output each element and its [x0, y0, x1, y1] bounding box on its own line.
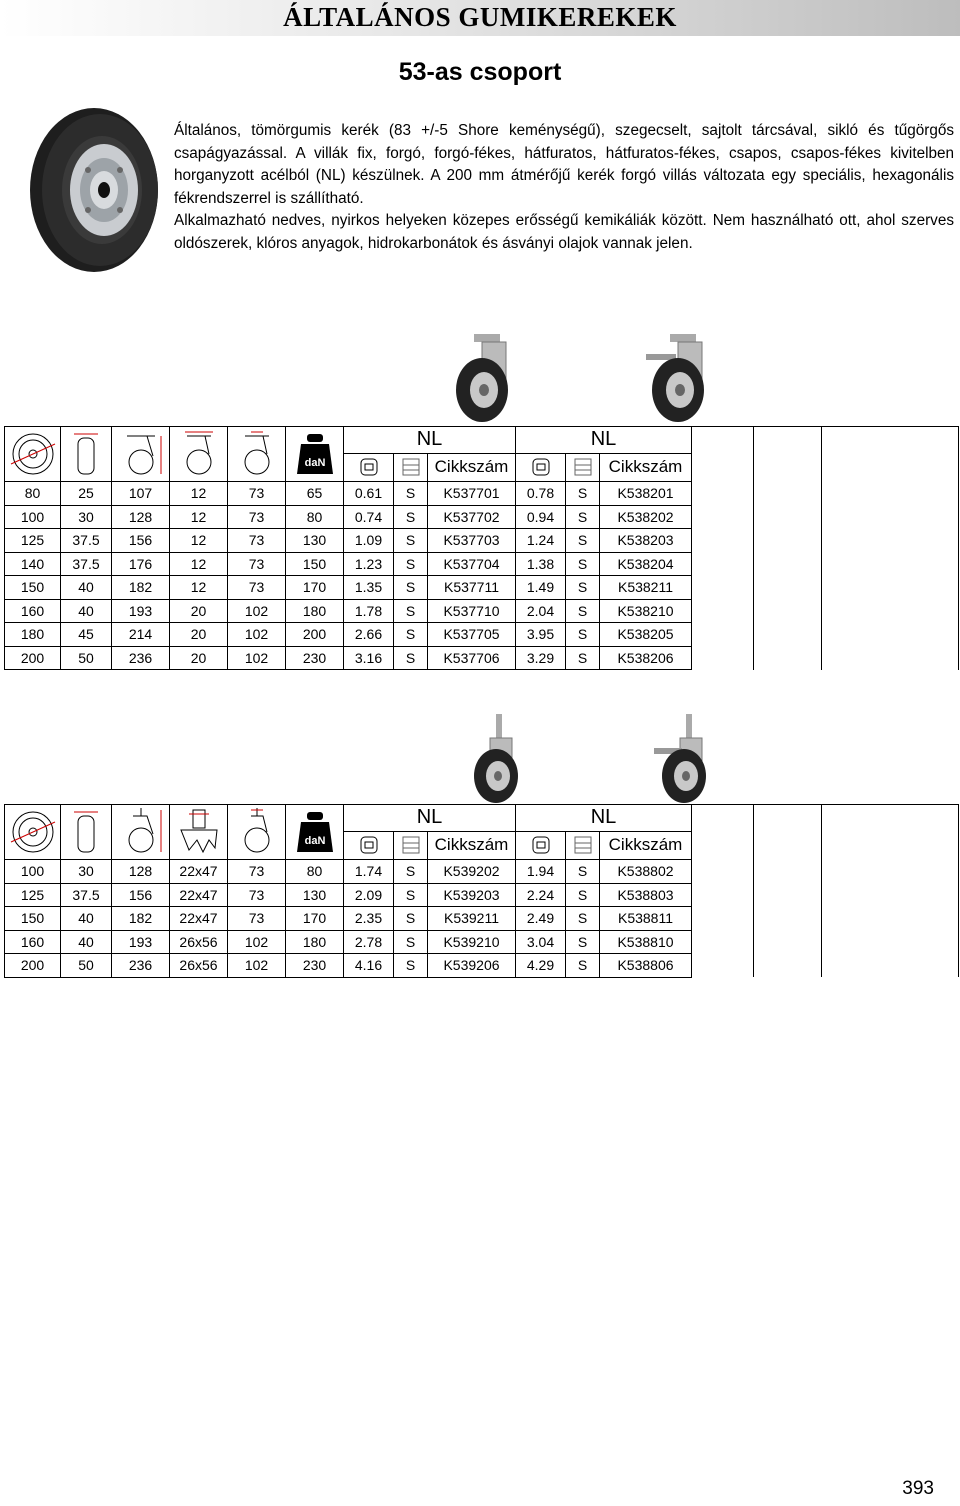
nl-header-shaft: NL	[344, 805, 516, 832]
table-row	[5, 529, 959, 553]
table-cell: S	[566, 599, 600, 623]
description-paragraph-1: Általános, tömörgumis kerék (83 +/-5 Shore keménységű), szegecselt, sajtolt tárcsával, sikló és tűgörgős csapágyazással. A villák fix, forgó, forgó-fékes, hátfuratos, hátfuratos-fékes, csapos, csapos-fékes kivitelben horganyzott acélból (NL) készülnek. A 200 mm átmérőjű kerék forgó villás változata egy speciális, hexagonális fékrendszerrel is szállítható.	[174, 122, 954, 207]
empty-cell	[754, 482, 822, 506]
table-cell: 100	[5, 505, 61, 529]
table-cell: 12	[170, 529, 228, 553]
table-cell: 45	[61, 623, 112, 647]
table-cell: 176	[112, 552, 170, 576]
table-cell: 1.09	[344, 529, 394, 553]
table-cell: 80	[286, 505, 344, 529]
table-cell: 214	[112, 623, 170, 647]
table-cell: 22x47	[170, 907, 228, 931]
table-cell: 150	[5, 907, 61, 931]
empty-cell	[692, 623, 754, 647]
empty-cell	[822, 883, 959, 907]
table-cell: S	[566, 623, 600, 647]
table-cell: 12	[170, 505, 228, 529]
table-cell: 37.5	[61, 529, 112, 553]
table-cell: 100	[5, 860, 61, 884]
shaft-brake-caster-photo	[650, 714, 718, 804]
table-cell: 160	[5, 930, 61, 954]
table-cell: 156	[112, 529, 170, 553]
table-cell: 20	[170, 646, 228, 670]
table-cell: 30	[61, 860, 112, 884]
wheel-photo	[14, 104, 174, 276]
table-cell: K537705	[428, 623, 516, 647]
empty-cell	[822, 930, 959, 954]
empty-cell	[822, 505, 959, 529]
table-cell: 80	[286, 860, 344, 884]
table-cell: 40	[61, 907, 112, 931]
empty-cell	[822, 954, 959, 978]
table-row	[5, 646, 959, 670]
table-cell: S	[394, 576, 428, 600]
empty-cell	[692, 860, 754, 884]
table-cell: 37.5	[61, 552, 112, 576]
table-cell: 0.94	[516, 505, 566, 529]
table-cell: 22x47	[170, 883, 228, 907]
table-cell: 182	[112, 576, 170, 600]
table-cell: K538201	[600, 482, 692, 506]
empty-cell	[754, 907, 822, 931]
table-cell: 200	[286, 623, 344, 647]
empty-cell	[822, 552, 959, 576]
table-row	[5, 930, 959, 954]
scale-weight-icon	[344, 831, 394, 859]
empty-cell	[754, 646, 822, 670]
swivel-brake-caster-photo	[642, 332, 718, 424]
table-cell: 73	[228, 883, 286, 907]
table-cell: K538205	[600, 623, 692, 647]
empty-cell	[754, 576, 822, 600]
table-cell: 73	[228, 552, 286, 576]
table-cell: K539206	[428, 954, 516, 978]
table-cell: K537703	[428, 529, 516, 553]
table-cell: S	[394, 552, 428, 576]
table-cell: K538802	[600, 860, 692, 884]
table-cell: 1.38	[516, 552, 566, 576]
table-cell: 1.78	[344, 599, 394, 623]
cikkszam-header: Cikkszám	[428, 453, 516, 481]
table-cell: K538204	[600, 552, 692, 576]
empty-header-cell	[822, 805, 959, 860]
table-cell: 2.09	[344, 883, 394, 907]
empty-cell	[692, 576, 754, 600]
empty-cell	[692, 646, 754, 670]
empty-cell	[822, 599, 959, 623]
table-cell: 102	[228, 623, 286, 647]
table-cell: 65	[286, 482, 344, 506]
table-cell: K539211	[428, 907, 516, 931]
empty-header-cell	[822, 427, 959, 482]
table-cell: K539203	[428, 883, 516, 907]
wheel-diameter-icon	[5, 805, 61, 860]
packaging-icon	[394, 831, 428, 859]
description-paragraph-2: Alkalmazható nedves, nyirkos helyeken közepes erősségű kemikáliák között. Nem használható ott, ahol szerves oldószerek, klóros anyagok, hidrokarbonátok és ásványi olajok vannak jelen.	[174, 212, 954, 252]
empty-cell	[692, 529, 754, 553]
scale-weight-icon	[516, 831, 566, 859]
table-cell: 236	[112, 646, 170, 670]
empty-cell	[692, 505, 754, 529]
offset-icon	[228, 805, 286, 860]
table-cell: 2.49	[516, 907, 566, 931]
table-row	[5, 482, 959, 506]
table-cell: 230	[286, 646, 344, 670]
empty-cell	[822, 646, 959, 670]
table-cell: 150	[5, 576, 61, 600]
description	[174, 120, 954, 256]
scale-weight-icon	[344, 453, 394, 481]
table-cell: K538206	[600, 646, 692, 670]
table-cell: 130	[286, 883, 344, 907]
table-cell: 156	[112, 883, 170, 907]
table-cell: 12	[170, 482, 228, 506]
packaging-icon	[394, 453, 428, 481]
table-row	[5, 505, 959, 529]
empty-cell	[692, 482, 754, 506]
table-cell: S	[394, 860, 428, 884]
empty-cell	[822, 576, 959, 600]
table-cell: K537702	[428, 505, 516, 529]
table-cell: 150	[286, 552, 344, 576]
table-cell: K537704	[428, 552, 516, 576]
shaft-caster-photo	[470, 714, 528, 804]
table-row	[5, 954, 959, 978]
wheel-width-icon	[61, 805, 112, 860]
cikkszam-header: Cikkszám	[600, 831, 692, 859]
table-cell: S	[566, 907, 600, 931]
table-cell: 2.04	[516, 599, 566, 623]
table-cell: 73	[228, 529, 286, 553]
table-cell: K538202	[600, 505, 692, 529]
table-cell: 107	[112, 482, 170, 506]
table-cell: 3.04	[516, 930, 566, 954]
table-cell: S	[566, 529, 600, 553]
table-cell: 22x47	[170, 860, 228, 884]
table-cell: 230	[286, 954, 344, 978]
table-cell: 30	[61, 505, 112, 529]
table-cell: K537701	[428, 482, 516, 506]
table-cell: 3.95	[516, 623, 566, 647]
empty-header-cell	[692, 427, 754, 482]
table-cell: 73	[228, 482, 286, 506]
table-cell: K539202	[428, 860, 516, 884]
table-cell: 1.94	[516, 860, 566, 884]
bolt-hole-icon	[170, 427, 228, 482]
table-cell: K538211	[600, 576, 692, 600]
table-cell: S	[394, 907, 428, 931]
table-cell: 26x56	[170, 954, 228, 978]
table-cell: 125	[5, 529, 61, 553]
table-cell: 4.16	[344, 954, 394, 978]
table-cell: 170	[286, 907, 344, 931]
table-cell: S	[566, 883, 600, 907]
cikkszam-header: Cikkszám	[428, 831, 516, 859]
table-cell: 12	[170, 576, 228, 600]
table-cell: 73	[228, 907, 286, 931]
table-cell: K539210	[428, 930, 516, 954]
shaft-size-icon	[170, 805, 228, 860]
empty-cell	[754, 529, 822, 553]
empty-cell	[754, 883, 822, 907]
table-cell: 50	[61, 954, 112, 978]
table-cell: 1.23	[344, 552, 394, 576]
table-cell: 2.24	[516, 883, 566, 907]
table-cell: 102	[228, 930, 286, 954]
table-cell: S	[394, 505, 428, 529]
empty-cell	[692, 552, 754, 576]
empty-cell	[754, 505, 822, 529]
table-cell: 1.24	[516, 529, 566, 553]
table-cell: S	[394, 930, 428, 954]
empty-header-cell	[754, 427, 822, 482]
empty-header-cell	[754, 805, 822, 860]
empty-cell	[692, 599, 754, 623]
table-cell: 130	[286, 529, 344, 553]
table-cell: S	[394, 599, 428, 623]
packaging-icon	[566, 831, 600, 859]
table-cell: 3.29	[516, 646, 566, 670]
empty-cell	[754, 860, 822, 884]
wheel-width-icon	[61, 427, 112, 482]
table-cell: 73	[228, 860, 286, 884]
table-cell: 2.35	[344, 907, 394, 931]
table-cell: K538806	[600, 954, 692, 978]
table-cell: 102	[228, 646, 286, 670]
table-cell: 2.66	[344, 623, 394, 647]
table-cell: 128	[112, 860, 170, 884]
overall-height-icon	[112, 427, 170, 482]
table-cell: 1.74	[344, 860, 394, 884]
table-cell: S	[566, 552, 600, 576]
table-cell: 80	[5, 482, 61, 506]
table-cell: 102	[228, 599, 286, 623]
table-cell: 180	[286, 599, 344, 623]
table-row	[5, 599, 959, 623]
table-cell: 73	[228, 576, 286, 600]
table-cell: 140	[5, 552, 61, 576]
empty-cell	[754, 623, 822, 647]
table-cell: K538811	[600, 907, 692, 931]
table-cell: 4.29	[516, 954, 566, 978]
empty-cell	[692, 930, 754, 954]
table-cell: K537711	[428, 576, 516, 600]
table-cell: 20	[170, 623, 228, 647]
group-title: 53-as csoport	[398, 58, 562, 86]
table-cell: K538810	[600, 930, 692, 954]
table-cell: K537710	[428, 599, 516, 623]
table-cell: K538210	[600, 599, 692, 623]
table-cell: S	[566, 954, 600, 978]
load-capacity-icon	[286, 427, 344, 482]
table-cell: S	[394, 954, 428, 978]
empty-cell	[692, 883, 754, 907]
table-cell: S	[566, 505, 600, 529]
table-cell: K538203	[600, 529, 692, 553]
table-cell: 20	[170, 599, 228, 623]
dan-label: daN	[304, 457, 325, 469]
empty-header-cell	[692, 805, 754, 860]
spec-table-2	[4, 804, 959, 978]
table-cell: 160	[5, 599, 61, 623]
nl-header-brake: NL	[516, 427, 692, 454]
empty-cell	[754, 552, 822, 576]
wheel-diameter-icon	[5, 427, 61, 482]
nl-header-fixed: NL	[344, 427, 516, 454]
table-cell: 40	[61, 576, 112, 600]
page-number: 393	[902, 1478, 934, 1499]
table-cell: S	[394, 482, 428, 506]
table-cell: 40	[61, 599, 112, 623]
table-cell: 50	[61, 646, 112, 670]
table-cell: 200	[5, 646, 61, 670]
table-cell: S	[394, 623, 428, 647]
empty-cell	[822, 907, 959, 931]
table-row	[5, 576, 959, 600]
table-cell: 40	[61, 930, 112, 954]
page-title: ÁLTALÁNOS GUMIKEREKEK	[283, 2, 677, 32]
table-cell: 37.5	[61, 883, 112, 907]
spec-table-1	[4, 426, 959, 670]
table-cell: K538803	[600, 883, 692, 907]
table-row	[5, 883, 959, 907]
cikkszam-header: Cikkszám	[600, 453, 692, 481]
load-capacity-icon	[286, 805, 344, 860]
table-cell: 73	[228, 505, 286, 529]
table-cell: 25	[61, 482, 112, 506]
table-cell: S	[394, 529, 428, 553]
table-cell: 1.49	[516, 576, 566, 600]
nl-header-shaft-brake: NL	[516, 805, 692, 832]
table-cell: S	[566, 646, 600, 670]
table-cell: S	[566, 860, 600, 884]
table-cell: 236	[112, 954, 170, 978]
table-cell: S	[566, 576, 600, 600]
empty-cell	[754, 954, 822, 978]
empty-cell	[754, 599, 822, 623]
empty-cell	[822, 482, 959, 506]
table-cell: 125	[5, 883, 61, 907]
empty-cell	[822, 529, 959, 553]
table-cell: 170	[286, 576, 344, 600]
table-cell: 0.61	[344, 482, 394, 506]
empty-cell	[822, 623, 959, 647]
table-cell: 1.35	[344, 576, 394, 600]
table-cell: 2.78	[344, 930, 394, 954]
table-cell: 200	[5, 954, 61, 978]
overall-height-icon	[112, 805, 170, 860]
packaging-icon	[566, 453, 600, 481]
table-cell: 180	[5, 623, 61, 647]
table-row	[5, 623, 959, 647]
table-cell: K537706	[428, 646, 516, 670]
table-cell: 180	[286, 930, 344, 954]
table-cell: S	[394, 883, 428, 907]
table-cell: 12	[170, 552, 228, 576]
table-cell: 26x56	[170, 930, 228, 954]
table-cell: 193	[112, 599, 170, 623]
table-row	[5, 907, 959, 931]
empty-cell	[692, 954, 754, 978]
table-cell: 182	[112, 907, 170, 931]
table-cell: 102	[228, 954, 286, 978]
table-cell: S	[394, 646, 428, 670]
empty-cell	[822, 860, 959, 884]
table-cell: S	[566, 930, 600, 954]
table-cell: 0.74	[344, 505, 394, 529]
offset-icon	[228, 427, 286, 482]
table-cell: S	[566, 482, 600, 506]
table-cell: 193	[112, 930, 170, 954]
table-cell: 128	[112, 505, 170, 529]
table-cell: 0.78	[516, 482, 566, 506]
empty-cell	[754, 930, 822, 954]
swivel-caster-photo	[452, 332, 522, 424]
table-cell: 3.16	[344, 646, 394, 670]
table-row	[5, 860, 959, 884]
scale-weight-icon	[516, 453, 566, 481]
dan-label: daN	[304, 835, 325, 847]
table-row	[5, 552, 959, 576]
empty-cell	[692, 907, 754, 931]
